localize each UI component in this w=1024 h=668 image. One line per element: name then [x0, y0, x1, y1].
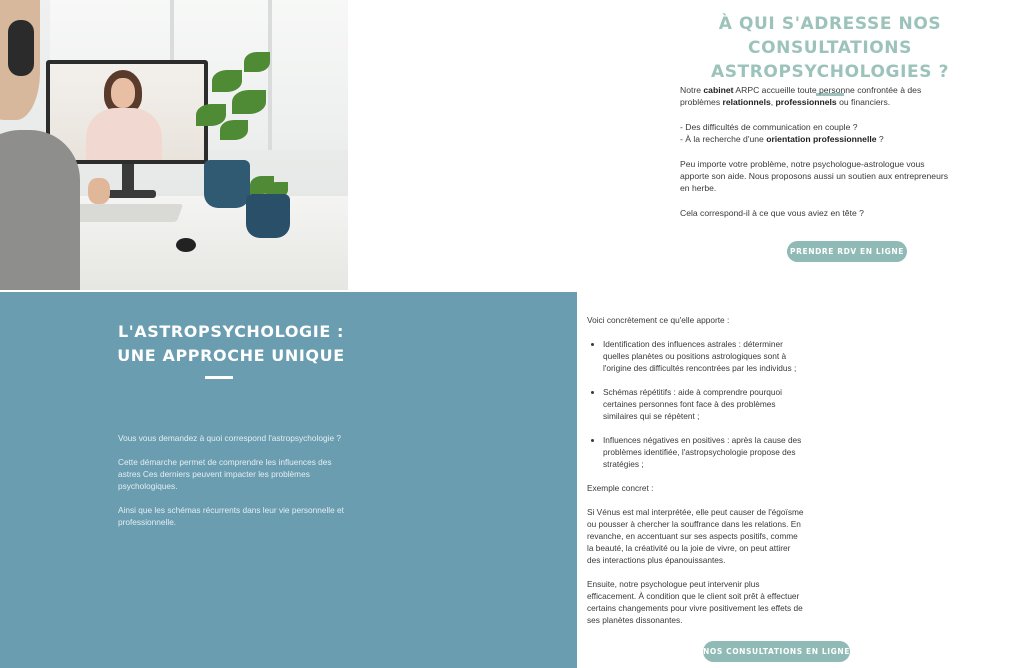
psychologist-face	[111, 78, 135, 108]
approach-paragraph: Vous vous demandez à quoi correspond l'astropsychologie ?	[118, 433, 341, 443]
example-label: Exemple concret :	[587, 483, 654, 493]
mouse	[176, 238, 196, 252]
approach-heading-line2: UNE APPROCHE UNIQUE	[117, 346, 345, 365]
audience-questions	[680, 121, 950, 146]
audience-heading-line1: À QUI S'ADRESSE NOS CONSULTATIONS	[718, 14, 942, 58]
text-span: ARPC accueille toute personne confrontée à des problèmes	[680, 85, 922, 108]
text-span: - À la recherche d'une	[680, 134, 767, 145]
consultation-photo	[0, 0, 348, 290]
online-consultations-button[interactable]: NOS CONSULTATIONS EN LIGNE	[703, 641, 850, 662]
bold-keyword: professionnels	[775, 97, 837, 108]
list-item: • Influences négatives en positives : après la cause des problèmes identifiée, l'astropsychologie propose des stratégies ;	[603, 434, 805, 470]
audience-question-closing: Cela correspond-il à ce que vous aviez en tête ?	[680, 207, 864, 218]
plant-leaf	[244, 52, 270, 72]
audience-heading	[650, 12, 1010, 84]
audience-text	[680, 84, 950, 232]
list-item: • Schémas répétitifs : aide à comprendre pourquoi certaines personnes font face à des problèmes similaires qui se répètent ;	[603, 386, 805, 422]
keyboard	[67, 204, 184, 222]
closing-text: Ensuite, notre psychologue peut intervenir plus efficacement. À condition que le client soit prêt à effectuer certains changements pour vivre positivement les effets de ses planètes dissonantes.	[587, 579, 803, 625]
example-text: Si Vénus est mal interprétée, elle peut causer de l'égoïsme ou pousser à chercher la souffrance dans les relations. En revanche, en accentuant sur ses aspects positifs, comme la beauté, la créativité ou la joie de vivre, on peut attirer des interactions plus épanouissantes.	[587, 507, 804, 565]
plant-pot	[204, 160, 250, 208]
approach-paragraph: Cette démarche permet de comprendre les influences des astres Ces derniers peuvent impacter les problèmes psychologiques.	[118, 457, 332, 491]
bold-keyword: cabinet	[703, 85, 734, 95]
heading-divider	[205, 376, 233, 379]
approach-heading	[0, 320, 462, 368]
approach-section	[0, 292, 577, 668]
list-item: • Identification des influences astrales : déterminer quelles planètes ou positions astrologiques sont à l'origine des difficultés rencontrées par les individus ;	[603, 338, 805, 374]
plant-leaf	[220, 120, 248, 140]
approach-heading-line1: L'ASTROPSYCHOLOGIE :	[117, 322, 345, 341]
benefits-intro: Voici concrètement ce qu'elle apporte :	[587, 315, 730, 325]
plant-pot	[246, 194, 290, 238]
headphones	[8, 20, 34, 76]
bold-keyword: orientation professionnelle	[766, 134, 877, 145]
question-line: - Des difficultés de communication en couple ?	[680, 121, 858, 132]
client-person	[0, 130, 80, 290]
audience-intro	[680, 84, 950, 109]
plant-leaf	[196, 104, 226, 126]
bold-keyword: relationnels	[722, 97, 771, 108]
benefits-list	[603, 338, 805, 470]
window-frame	[268, 0, 272, 150]
client-hand	[88, 178, 110, 204]
text-span: ou financiers.	[836, 97, 891, 108]
plant-leaf	[232, 90, 266, 114]
book-appointment-button[interactable]: PRENDRE RDV EN LIGNE	[787, 241, 907, 262]
audience-heading-line2: ASTROPSYCHOLOGIES ?	[710, 62, 950, 82]
benefits-text	[587, 314, 805, 638]
text-span: ?	[876, 134, 884, 145]
approach-text	[118, 432, 348, 540]
plant-leaf	[212, 70, 242, 92]
audience-paragraph: Peu importe votre problème, notre psychologue-astrologue vous apporte son aide. Nous proposons aussi un soutien aux entrepreneurs en herbe.	[680, 158, 949, 194]
text-span: ,	[770, 97, 776, 108]
psychologist-body	[86, 108, 162, 160]
approach-paragraph: Ainsi que les schémas récurrents dans leur vie personnelle et professionnelle.	[118, 505, 344, 527]
text-span: Notre	[680, 85, 704, 95]
